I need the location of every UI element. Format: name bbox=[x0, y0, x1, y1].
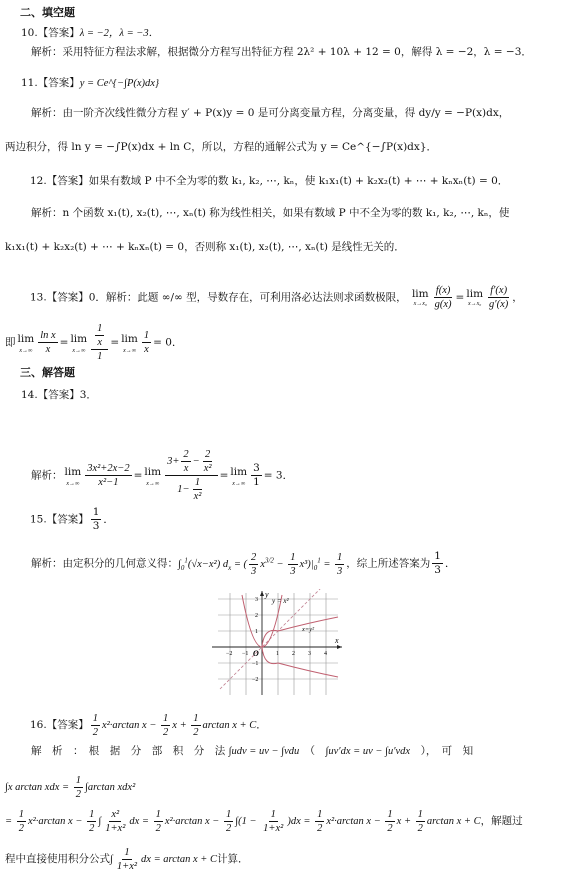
q11-number: 11. bbox=[21, 77, 38, 89]
q13-expl-pre: 即 bbox=[5, 336, 16, 349]
q12-answer-line bbox=[30, 174, 508, 188]
q16-explanation-1: 解 析 ： 根 据 分 部 积 分 法 ∫udv = uv − ∫vdu （ ∫uv′dx = uv − ∫u′vdx ）， 可 知 bbox=[31, 745, 474, 757]
x-tick-label: −1 bbox=[242, 651, 249, 657]
q13-fraction-derivs: $\frac{f'(x)}{g'(x)}$ bbox=[489, 285, 509, 310]
q10-expl-text: 采用特征方程法求解，根据微分方程写出特征方程 2λ² + 10λ + 12 = 0，解得 λ = −2，λ = −3． bbox=[62, 46, 532, 58]
q11-answer: y = Ce^{−∫P(x)dx} bbox=[79, 78, 160, 89]
frac-1-x: $\frac{1}{x}$ bbox=[143, 330, 150, 355]
q16-last-line: 程中直接使用积分公式 bbox=[5, 852, 110, 865]
q16-last-tail: 计算． bbox=[216, 852, 249, 865]
q13-number: 13. bbox=[30, 291, 47, 304]
q15-expl-text: 由定积分的几何意义得： bbox=[62, 557, 178, 570]
q16-explanation-2: ∫x arctan xdx = $\frac{1}{2}$ ∫arctan xdx² bbox=[5, 775, 136, 800]
q10-expl-label: 解析： bbox=[31, 46, 63, 58]
q11-tag: 【答案】 bbox=[37, 77, 80, 89]
q13-expl-text-1: 解析：此题 ∞/∞ 型，导数存在，可利用洛必达法则求函数极限， bbox=[105, 291, 407, 304]
q13-explanation-2: 即 lim x→∞ $\frac{\text{ln x}}{x}$ = lim x→∞ $\frac{\frac{1}{x}}{1}$ = lim x→∞ $\frac{1}{x}$ = 0． bbox=[5, 323, 183, 362]
frac-lnx-x: $\frac{\text{ln x}}{x}$ bbox=[40, 330, 56, 355]
q16-answer-line: 16.【答案】 $\frac{1}{2}$ x²·arctan x − $\frac{1}{2}$ x + $\frac{1}{2}$ arctan x + C． bbox=[30, 713, 267, 738]
q14-answer-line bbox=[21, 388, 97, 402]
q15-expl-label: 解析： bbox=[31, 557, 63, 570]
x-tick-label: 4 bbox=[324, 651, 327, 657]
y-tick-label: 3 bbox=[255, 597, 258, 603]
curve-x-eq-y2-upper bbox=[262, 617, 338, 647]
q14-expl-label: 解析： bbox=[31, 469, 63, 482]
q14-frac-1: $\frac{\text{3x²+2x−2}}{\text{x²−1}}$ bbox=[87, 463, 130, 488]
q16-explanation-4: 程中直接使用积分公式∫ $\frac{1}{\text{1+x²}}$ dx = arctan x + C计算． bbox=[5, 847, 249, 872]
x-tick-label: 3 bbox=[308, 651, 311, 657]
q12-expl-label: 解析： bbox=[31, 207, 63, 219]
q12-explanation-1 bbox=[31, 206, 509, 220]
y-tick-label: −1 bbox=[252, 661, 259, 667]
section-heading-fill-in: 二、填空题 bbox=[20, 6, 75, 19]
q11-explanation-2: 两边积分，得 ln y = −∫P(x)dx + ln C，所以，方程的通解公式为 y = Ce^{−∫P(x)dx}． bbox=[5, 141, 437, 153]
x-axis-arrow bbox=[337, 645, 342, 649]
q16-expl-tail: ，解题过 bbox=[480, 814, 523, 827]
q16-answer: $\frac{1}{2}$ x²·arctan x − $\frac{1}{2}$ x + $\frac{1}{2}$ arctan x + C bbox=[92, 713, 257, 738]
q16-expl-label: 解 析 ： 根 据 分 部 积 分 法 bbox=[31, 745, 226, 757]
graph-grid bbox=[218, 593, 338, 695]
q14-tag: 【答案】 bbox=[37, 389, 80, 401]
q11-explanation-1 bbox=[31, 106, 509, 120]
y-tick-label: 2 bbox=[255, 613, 258, 619]
frac-1x-1: $\frac{\frac{1}{x}}{1}$ bbox=[91, 322, 108, 363]
q11-expl-text-1: 由一阶齐次线性微分方程 y′ + P(x)y = 0 是可分离变量方程，分离变量，得 dy/y = −P(x)dx， bbox=[62, 107, 510, 119]
y-axis-arrow bbox=[260, 591, 264, 596]
limit-symbol: lim x→∞ bbox=[64, 466, 82, 487]
x-axis-label: x bbox=[335, 636, 339, 645]
q12-expl-text-1: n 个函数 x₁(t), x₂(t), ⋯, xₙ(t) 称为线性相关，如果有数域 P 中不全为零的数 k₁, k₂, ⋯, kₙ，使 bbox=[62, 207, 510, 219]
q10-number: 10. bbox=[21, 27, 38, 39]
q14-frac-2: 3+ $\frac{2}{x}$ − $\frac{2}{\text{x²}}$ 1− $\frac{1}{\text{x²}}$ bbox=[165, 448, 218, 503]
q12-explanation-2: k₁x₁(t) + k₂x₂(t) + ⋯ + kₙxₙ(t) = 0，否则称 x₁(t), x₂(t), ⋯, xₙ(t) 是线性无关的． bbox=[5, 241, 405, 253]
q13-answer: 0． bbox=[88, 291, 106, 304]
x-tick-label: 1 bbox=[276, 651, 279, 657]
q15-final-frac: $\frac{1}{3}$ bbox=[434, 550, 441, 576]
q15-explanation: 解析：由定积分的几何意义得：$\int_0^1(√x-x^2) d_x$ = ( $\frac{2}{3}$ $x^{3/2}$ − $\frac{1}{3}$ $x^3)|_0^1$ = $\frac{1}{3}$ ，综上所述答案为 $\frac{1}{3}$ ． bbox=[31, 550, 456, 577]
section-heading-solution: 三、解答题 bbox=[20, 366, 75, 379]
limit-symbol: lim x→∞ bbox=[121, 333, 138, 354]
x-tick-label: −2 bbox=[226, 651, 233, 657]
q12-answer: 如果有数域 P 中不全为零的数 k₁, k₂, ⋯, kₙ，使 k₁x₁(t) + k₂x₂(t) + ⋯ + kₙxₙ(t) = 0． bbox=[88, 175, 509, 187]
label-x-eq-y2: x=y² bbox=[302, 626, 315, 633]
q10-answer: λ = −2，λ = −3． bbox=[79, 28, 160, 39]
q13-limit-symbol-2: lim x→x₀ bbox=[466, 288, 484, 307]
y-tick-label: 1 bbox=[255, 629, 258, 635]
q11-expl-label: 解析： bbox=[31, 107, 63, 119]
x-tick-label: 2 bbox=[292, 651, 295, 657]
q13-limit-symbol: lim x→x₀ bbox=[411, 288, 429, 307]
y-tick-label: −2 bbox=[252, 677, 259, 683]
q16-number: 16. bbox=[30, 718, 47, 731]
q10-answer-line bbox=[21, 26, 159, 41]
q10-explanation bbox=[31, 45, 532, 59]
q13-fraction-fg: $\frac{f(x)}{g(x)}$ bbox=[434, 285, 452, 310]
q10-tag: 【答案】 bbox=[37, 27, 80, 39]
q13-tag: 【答案】 bbox=[46, 291, 89, 304]
q15-tag: 【答案】 bbox=[46, 513, 89, 526]
limit-symbol: lim x→∞ bbox=[144, 466, 162, 487]
q15-graph-figure bbox=[208, 589, 348, 699]
q13-answer-line: 13.【答案】0．解析：此题 ∞/∞ 型，导数存在，可利用洛必达法则求函数极限， lim x→x₀ $\frac{f(x)}{g(x)}$ = lim x→x₀ $\frac{f'(x)}{g'(x)}$ ， bbox=[30, 285, 523, 310]
q15-answer-frac: $\frac{1}{3}$ bbox=[92, 506, 100, 532]
q16-tag: 【答案】 bbox=[46, 718, 89, 731]
q11-answer-line bbox=[21, 76, 159, 91]
limit-symbol: lim x→∞ bbox=[70, 333, 88, 354]
origin-label: O bbox=[253, 649, 259, 658]
q14-explanation: 解析： lim x→∞ $\frac{\text{3x²+2x−2}}{\text{x²−1}}$ = lim x→∞ 3+ $\frac{2}{x}$ − $\frac{2}{\text{x²}}$ 1− $\frac{1}{\text{x²}}$ = lim x→∞ $\frac{3}{1}$ = 3． bbox=[31, 449, 294, 502]
q14-answer: 3． bbox=[79, 389, 97, 401]
q15-number: 15. bbox=[30, 513, 47, 526]
q14-frac-3: $\frac{3}{1}$ bbox=[253, 462, 260, 488]
q15-expl-tail: ，综上所述答案为 bbox=[346, 557, 431, 570]
y-axis-label: y bbox=[265, 590, 269, 599]
q12-tag: 【答案】 bbox=[46, 175, 89, 187]
q12-number: 12. bbox=[30, 175, 47, 187]
limit-symbol: lim x→∞ bbox=[230, 466, 248, 487]
q14-number: 14. bbox=[21, 389, 38, 401]
q16-explanation-3: = $\frac{1}{2}$ x²·arctan x − $\frac{1}{2}$ ∫ $\frac{\text{x²}}{\text{1+x²}}$ dx = $\frac{1}{2}$ x²·arctan x − $\frac{1}{2}$ ∫(1 − $\frac{1}{\text{1+x²}}$ )dx = $\frac{1}{2}$ x²·arctan x − $\frac{1}{2}$ x + $\frac{1}{2}$ arctan x + C，解题过 bbox=[5, 809, 523, 834]
label-y-eq-x2: y = x² bbox=[272, 597, 289, 605]
q15-answer-line: 15.【答案】 $\frac{1}{3}$ ． bbox=[30, 506, 114, 532]
limit-symbol: lim x→∞ bbox=[17, 333, 35, 354]
